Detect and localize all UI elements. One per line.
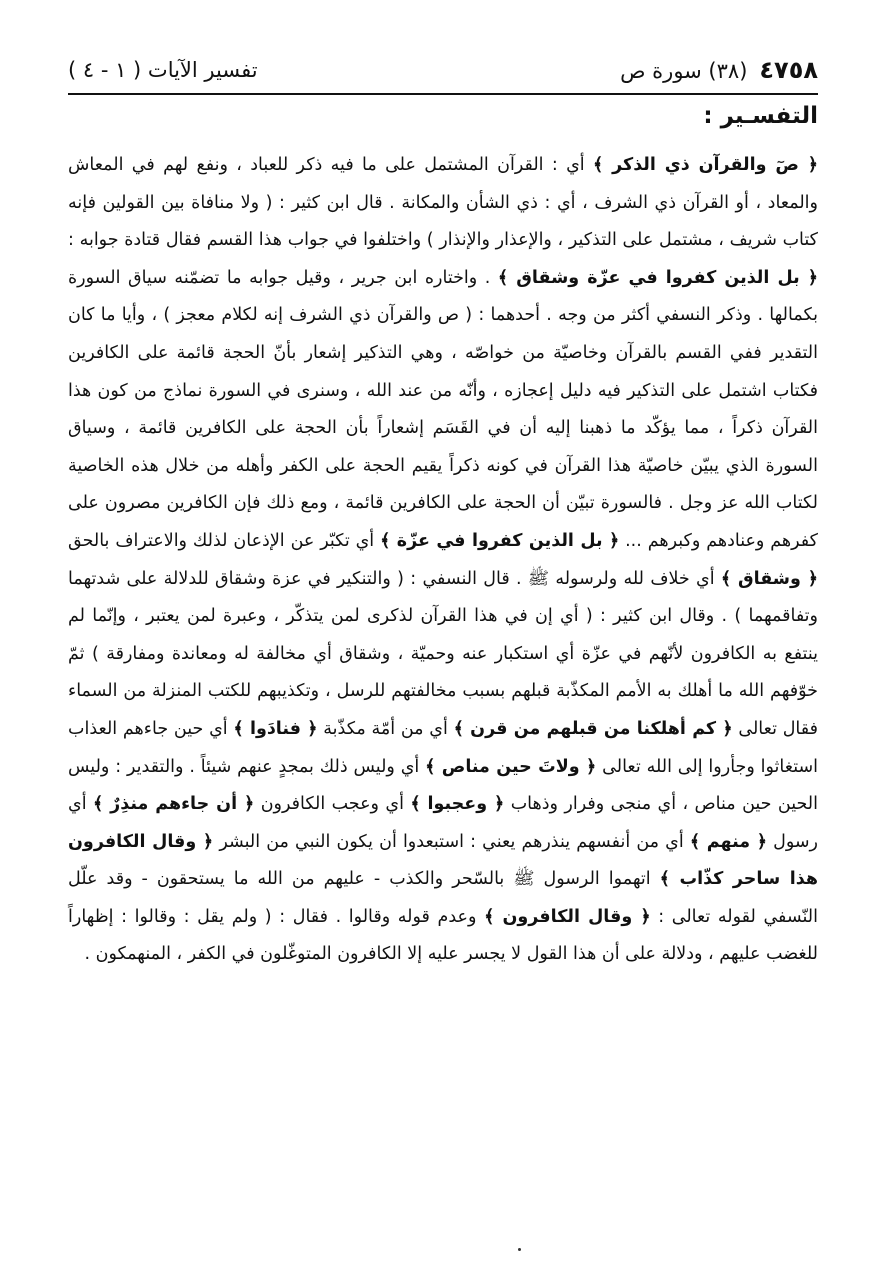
verse-quote: ﴿ وشقاق ﴾ xyxy=(720,568,818,589)
verse-quote: ﴿ بل الذين كفروا في عزّة ﴾ xyxy=(380,530,620,551)
verse-quote: ﴿ منهم ﴾ xyxy=(689,831,767,852)
verse-quote: ﴿ بل الذين كفروا في عزّة وشقاق ﴾ xyxy=(497,267,818,288)
tafsir-paragraph xyxy=(68,147,818,974)
verse-quote: ﴿ وعجبوا ﴾ xyxy=(410,794,505,815)
commentary-text: أي : القرآن المشتمل على ما فيه ذكر للعباد ، ونفع لهم في المعاش والمعاد ، أو القرآن ذي الشرف ، أي : ذي الشأن والمكانة . قال ابن كثير : ( ولا منافاة بين القولين فإنه كتاب شريف ، مشتمل على التذكير ، والإعذار والإنذار ) واختلفوا في جواب هذا القسم فقال قتادة جوابه : xyxy=(68,155,818,251)
commentary-text: أي من أمّة مكذّبة xyxy=(317,718,454,739)
tafsir-body xyxy=(68,147,818,974)
verse-quote: ﴿ وقال الكافرون ﴾ xyxy=(484,906,651,927)
commentary-text: وعدم قوله وقالوا . فقال : ( ولم يقل : وقالوا : إظهاراً للغضب عليهم ، ودلالة على أن هذا القول لا يجسر عليه إلا الكافرون المتوغّلون في الكفر ، المنهمكون . xyxy=(68,906,818,965)
commentary-text: أي تكبّر عن الإذعان لذلك والاعتراف بالحق xyxy=(68,530,381,551)
verse-quote: ﴿ فنادَوا ﴾ xyxy=(233,718,318,739)
commentary-text: . واختاره ابن جرير ، وقيل جوابه ما تضمّنه سياق السورة بكمالها . وذكر النسفي أكثر من وجه . أحدهما : ( ص والقرآن ذي الشرف إنه لكلام معجز ) ، وأيا ما كان التقدير ففي القسم بالقرآن وخاصيّة من خواصّه ، وهي التذكير إشعار بأنّ الحجة قائمة على الكافرين فكتاب اشتمل على التذكير فيه دليل إعجازه ، وأنّه من عند الله ، وسنرى في السورة نماذج من كون هذا القرآن ذكراً ، مما يؤكّد ما ذهبنا إليه أن في القَسَم إشعاراً بأن الحجة على الكافرين قائمة ، وسياق السورة الذي يبيّن خاصيّة هذا القرآن في كونه ذكراً يقيم الحجة على الكفر وأهله من خلال هذه الخاصية لكتاب الله عز وجل . فالسورة تبيّن أن الحجة على الكافرين قائمة ، ومع ذلك فإن الكافرين مصرون على كفرهم وعنادهم وكبرهم ... xyxy=(68,267,818,551)
verse-quote: ﴿ ولاتَ حين مناص ﴾ xyxy=(425,756,597,777)
commentary-text: اتهموا الرسول ﷺ بالسّحر والكذب - عليهم من الله ما يستحقون - وقد علّل النّسفي لقوله تعالى : xyxy=(68,869,818,927)
header-right xyxy=(620,56,818,84)
page-header xyxy=(68,50,818,90)
header-divider xyxy=(68,93,818,95)
commentary-text: أي وليس ذلك بمجدٍ عنهم شيئاً . والتقدير : وليس الحين حين مناص ، أي منجى وفرار وذهاب xyxy=(68,756,818,815)
verse-quote: ﴿ كم أهلكنا من قبلهم من قرن ﴾ xyxy=(453,718,733,739)
commentary-text: أي من أنفسهم ينذرهم يعني : استبعدوا أن يكون النبي من البشر xyxy=(213,831,690,852)
section-label: تفسير الآيات ( ١ - ٤ ) xyxy=(68,58,258,82)
section-heading: التفسـير : xyxy=(703,103,818,129)
verse-quote: ﴿ أن جاءهم منذِرٌ ﴾ xyxy=(92,794,255,815)
page-number: ٤٧٥٨ xyxy=(759,56,818,84)
verse-quote: ﴿ صٓ والقرآن ذي الذكر ﴾ xyxy=(593,155,819,175)
commentary-text: أي حين جاءهم العذاب استغاثوا وجأروا إلى الله تعالى xyxy=(68,718,819,777)
commentary-text: أي خلاف لله ولرسوله ﷺ . قال النسفي : ( والتنكير في عزة وشقاق للدلالة على شدتهما وتفاقمهما ) . وقال ابن كثير : ( أي إن في هذا القرآن لذكرى لمن يتذكّر ، وعبرة لمن يعتبر ، وإنّما لم ينتفع به الكافرون لأنّهم في عزّة أي استكبار عنه وحميّة ، وشقاق أي مخالفة له ومعاندة ومفارقة ) ثمّ خوّفهم الله ما أهلك به الأمم المكذّبة قبلهم بسبب مخالفتهم للرسل ، وتكذيبهم للكتب المنزلة من السماء فقال تعالى xyxy=(68,568,818,739)
print-speck xyxy=(518,1248,521,1251)
commentary-text: أي رسول xyxy=(68,794,818,852)
surah-label: (٣٨) سورة ص xyxy=(620,59,748,83)
verse-quote: ﴿ وقال الكافرون هذا ساحر كذّاب ﴾ xyxy=(68,831,818,890)
commentary-text: أي وعجب الكافرون xyxy=(254,794,411,815)
